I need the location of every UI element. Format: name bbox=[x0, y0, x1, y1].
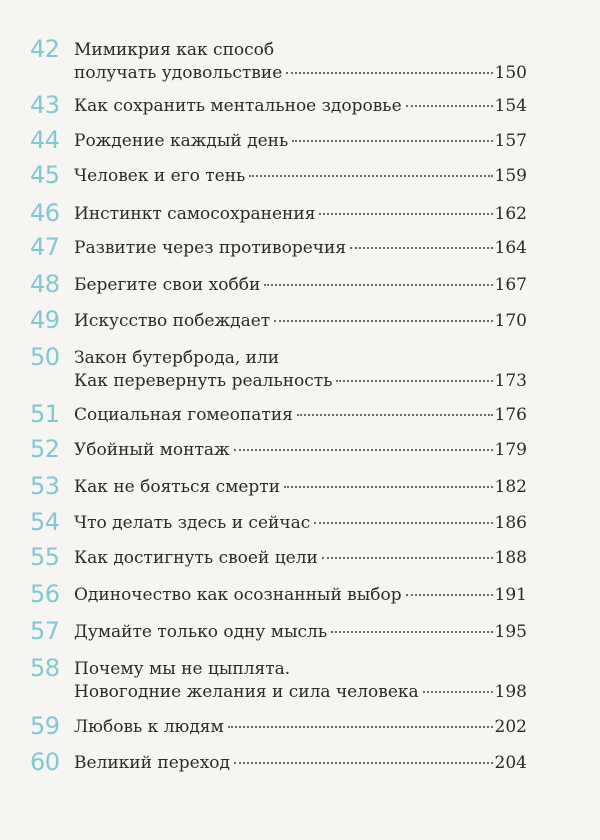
chapter-title: Социальная гомеопатия bbox=[74, 405, 293, 425]
page-number: 164 bbox=[494, 238, 527, 258]
chapter-number: 47 bbox=[30, 233, 60, 261]
chapter-title-line bbox=[74, 440, 527, 464]
chapter-title: Как не бояться смерти bbox=[74, 477, 281, 497]
dot-leader bbox=[264, 283, 492, 286]
chapter-title-line bbox=[74, 96, 527, 120]
chapter-number: 58 bbox=[30, 654, 60, 682]
chapter-title-line bbox=[74, 371, 527, 395]
chapter-title-line bbox=[74, 548, 527, 572]
page-number: 182 bbox=[494, 477, 527, 497]
chapter-title-line bbox=[74, 585, 527, 609]
page-number: 198 bbox=[494, 682, 527, 702]
chapter-title: Закон бутерброда, или bbox=[74, 348, 280, 368]
chapter-title: Как достигнуть своей цели bbox=[74, 548, 318, 568]
chapter-title: Убойный монтаж bbox=[74, 440, 230, 460]
dot-leader bbox=[249, 174, 492, 177]
chapter-title-line bbox=[74, 238, 527, 262]
chapter-title: Инстинкт самосохранения bbox=[74, 204, 316, 224]
page-number: 150 bbox=[494, 63, 527, 83]
page-number: 170 bbox=[494, 311, 527, 331]
chapter-number: 45 bbox=[30, 161, 60, 189]
chapter-number: 54 bbox=[30, 508, 60, 536]
chapter-title-line bbox=[74, 131, 527, 155]
chapter-number: 53 bbox=[30, 472, 60, 500]
chapter-title-line bbox=[74, 682, 527, 706]
chapter-title: Одиночество как осознанный выбор bbox=[74, 585, 402, 605]
chapter-number: 44 bbox=[30, 126, 60, 154]
chapter-number: 42 bbox=[30, 35, 60, 63]
page-number: 179 bbox=[494, 440, 527, 460]
chapter-title-line bbox=[74, 204, 527, 228]
page-number: 195 bbox=[494, 622, 527, 642]
chapter-title: Человек и его тень bbox=[74, 166, 246, 186]
chapter-number: 57 bbox=[30, 617, 60, 645]
chapter-title-line bbox=[74, 622, 527, 646]
page-number: 173 bbox=[494, 371, 527, 391]
chapter-number: 59 bbox=[30, 712, 60, 740]
chapter-number: 56 bbox=[30, 580, 60, 608]
chapter-number: 52 bbox=[30, 435, 60, 463]
page-number: 202 bbox=[494, 717, 527, 737]
chapter-title: Великий переход bbox=[74, 753, 230, 773]
dot-leader bbox=[286, 71, 492, 74]
page-number: 188 bbox=[494, 548, 527, 568]
chapter-title-line bbox=[74, 477, 527, 501]
chapter-number: 51 bbox=[30, 400, 60, 428]
dot-leader bbox=[274, 319, 492, 322]
page-number: 162 bbox=[494, 204, 527, 224]
chapter-title-line bbox=[74, 717, 527, 741]
chapter-title: Искусство побеждает bbox=[74, 311, 271, 331]
chapter-title-line bbox=[74, 659, 527, 683]
dot-leader bbox=[322, 556, 493, 559]
dot-leader bbox=[406, 104, 493, 107]
page-number: 159 bbox=[494, 166, 527, 186]
chapter-title: Любовь к людям bbox=[74, 717, 224, 737]
chapter-title-line bbox=[74, 63, 527, 87]
dot-leader bbox=[234, 448, 493, 451]
page-number: 157 bbox=[494, 131, 527, 151]
chapter-title-line bbox=[74, 166, 527, 190]
chapter-title: получать удовольствие bbox=[74, 63, 283, 83]
dot-leader bbox=[406, 593, 493, 596]
chapter-number: 46 bbox=[30, 199, 60, 227]
chapter-title-line bbox=[74, 753, 527, 777]
chapter-number: 43 bbox=[30, 91, 60, 119]
chapter-title-line bbox=[74, 275, 527, 299]
chapter-number: 50 bbox=[30, 343, 60, 371]
dot-leader bbox=[284, 485, 493, 488]
chapter-title-line bbox=[74, 405, 527, 429]
chapter-title-line bbox=[74, 40, 527, 64]
chapter-title: Мимикрия как способ bbox=[74, 40, 275, 60]
page-number: 154 bbox=[494, 96, 527, 116]
page-number: 191 bbox=[494, 585, 527, 605]
chapter-title: Как перевернуть реальность bbox=[74, 371, 333, 391]
chapter-number: 55 bbox=[30, 543, 60, 571]
dot-leader bbox=[423, 690, 493, 693]
chapter-number: 60 bbox=[30, 748, 60, 776]
dot-leader bbox=[297, 413, 493, 416]
dot-leader bbox=[336, 379, 492, 382]
chapter-title-line bbox=[74, 348, 527, 372]
chapter-title: Как сохранить ментальное здоровье bbox=[74, 96, 402, 116]
dot-leader bbox=[350, 246, 492, 249]
chapter-title: Берегите свои хобби bbox=[74, 275, 261, 295]
chapter-title: Рождение каждый день bbox=[74, 131, 289, 151]
page-number: 167 bbox=[494, 275, 527, 295]
chapter-title: Развитие через противоречия bbox=[74, 238, 347, 258]
dot-leader bbox=[228, 725, 493, 728]
chapter-title: Что делать здесь и сейчас bbox=[74, 513, 311, 533]
chapter-title-line bbox=[74, 513, 527, 537]
dot-leader bbox=[314, 521, 492, 524]
dot-leader bbox=[292, 139, 492, 142]
chapter-title: Думайте только одну мысль bbox=[74, 622, 328, 642]
dot-leader bbox=[331, 630, 492, 633]
chapter-title: Почему мы не цыплята. bbox=[74, 659, 291, 679]
dot-leader bbox=[234, 761, 493, 764]
page-number: 176 bbox=[494, 405, 527, 425]
chapter-title: Новогодние желания и сила человека bbox=[74, 682, 419, 702]
chapter-title-line bbox=[74, 311, 527, 335]
chapter-number: 49 bbox=[30, 306, 60, 334]
page-number: 204 bbox=[494, 753, 527, 773]
page-number: 186 bbox=[494, 513, 527, 533]
dot-leader bbox=[319, 212, 492, 215]
chapter-number: 48 bbox=[30, 270, 60, 298]
